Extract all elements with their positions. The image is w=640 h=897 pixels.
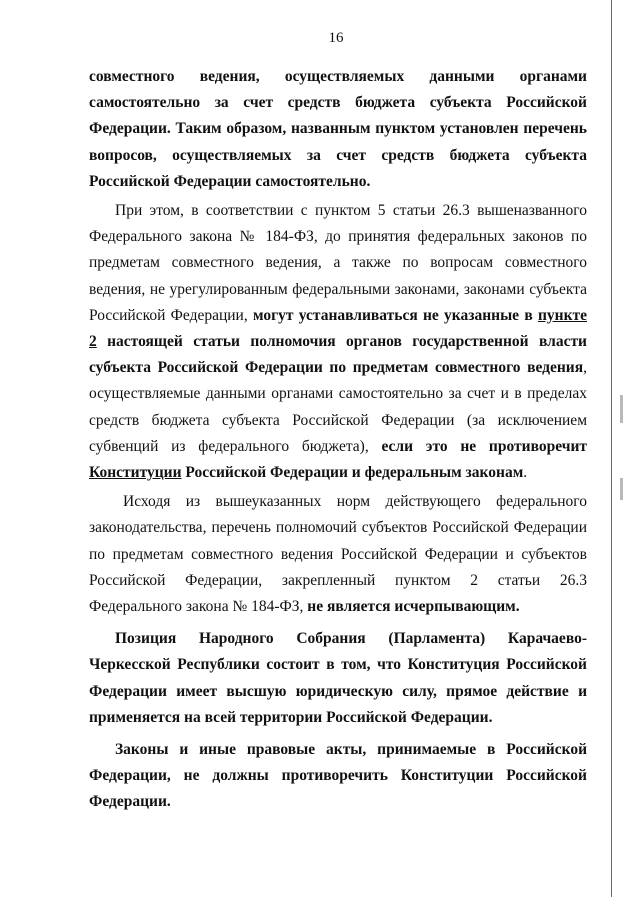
paragraph-2-link-constitution[interactable]: Конституции	[89, 464, 182, 482]
paragraph-2-bold-text: настоящей статьи полномочия органов государственной власти субъекта Российской Федерации по предметам совместного ведения	[89, 333, 587, 377]
paragraph-3-text: Исходя из вышеуказанных норм действующего федерального законодательства, перечень полномочий субъектов Российской Федерации по предметам совместного ведения Российской Федерации и субъектов Российской Федерации, закрепленный пунктом 2 статьи 26.3 Федерального закона № 184-ФЗ,	[89, 493, 587, 616]
paragraph-2-text: .	[523, 464, 528, 482]
page-number: 16	[328, 30, 344, 46]
paragraph-5-text: Законы и иные правовые акты, принимаемые в Российской Федерации, не должны противоречить Конституции Российской Федерации.	[89, 741, 587, 811]
paragraph-4-text: Позиция Народного Собрания (Парламента) Карачаево-Черкесской Республики состоит в том, что Конституция Российской Федерации имеет высшую юридическую силу, прямое действие и применяется на всей территории Российской Федерации.	[89, 630, 587, 726]
scan-edge-mark	[620, 395, 623, 423]
paragraph-1	[89, 64, 587, 195]
paragraph-2-bold-text: если это не противоречит	[381, 437, 587, 455]
scan-edge-mark	[620, 478, 623, 500]
paragraph-3	[89, 489, 587, 620]
paragraph-4	[89, 626, 587, 731]
paragraph-2-link-point-2[interactable]: пункте 2	[89, 306, 587, 351]
paragraph-2	[89, 198, 587, 486]
paragraph-1-text: совместного ведения, осуществляемых данными органами самостоятельно за счет средств бюджета субъекта Российской Федерации. Таким образом, названным пунктом установлен перечень вопросов, осуществляемых за счет средств бюджета субъекта Российской Федерации самостоятельно.	[89, 68, 587, 190]
paragraph-2-bold-text: Российской Федерации и федеральным законам	[181, 464, 524, 482]
scan-edge-line	[611, 0, 612, 897]
paragraph-2-bold-text: могут устанавливаться не указанные в	[252, 306, 538, 324]
paragraph-2-text: , осуществляемые данными органами самостоятельно за счет и в пределах средств бюджета субъекта Российской Федерации (за исключением субвенций из федерального бюджета),	[89, 359, 587, 455]
paragraph-3-bold-text: не является исчерпывающим.	[307, 598, 520, 616]
paragraph-2-text: При этом, в соответствии с пунктом 5 статьи 26.3 вышеназванного Федерального закона № 184-ФЗ, до принятия федеральных законов по предметам совместного ведения, а также по вопросам совместного ведения, не урегулированным федеральными законами, законами субъекта Российской Федерации,	[89, 202, 587, 324]
document-body	[89, 64, 587, 816]
paragraph-5	[89, 737, 587, 816]
